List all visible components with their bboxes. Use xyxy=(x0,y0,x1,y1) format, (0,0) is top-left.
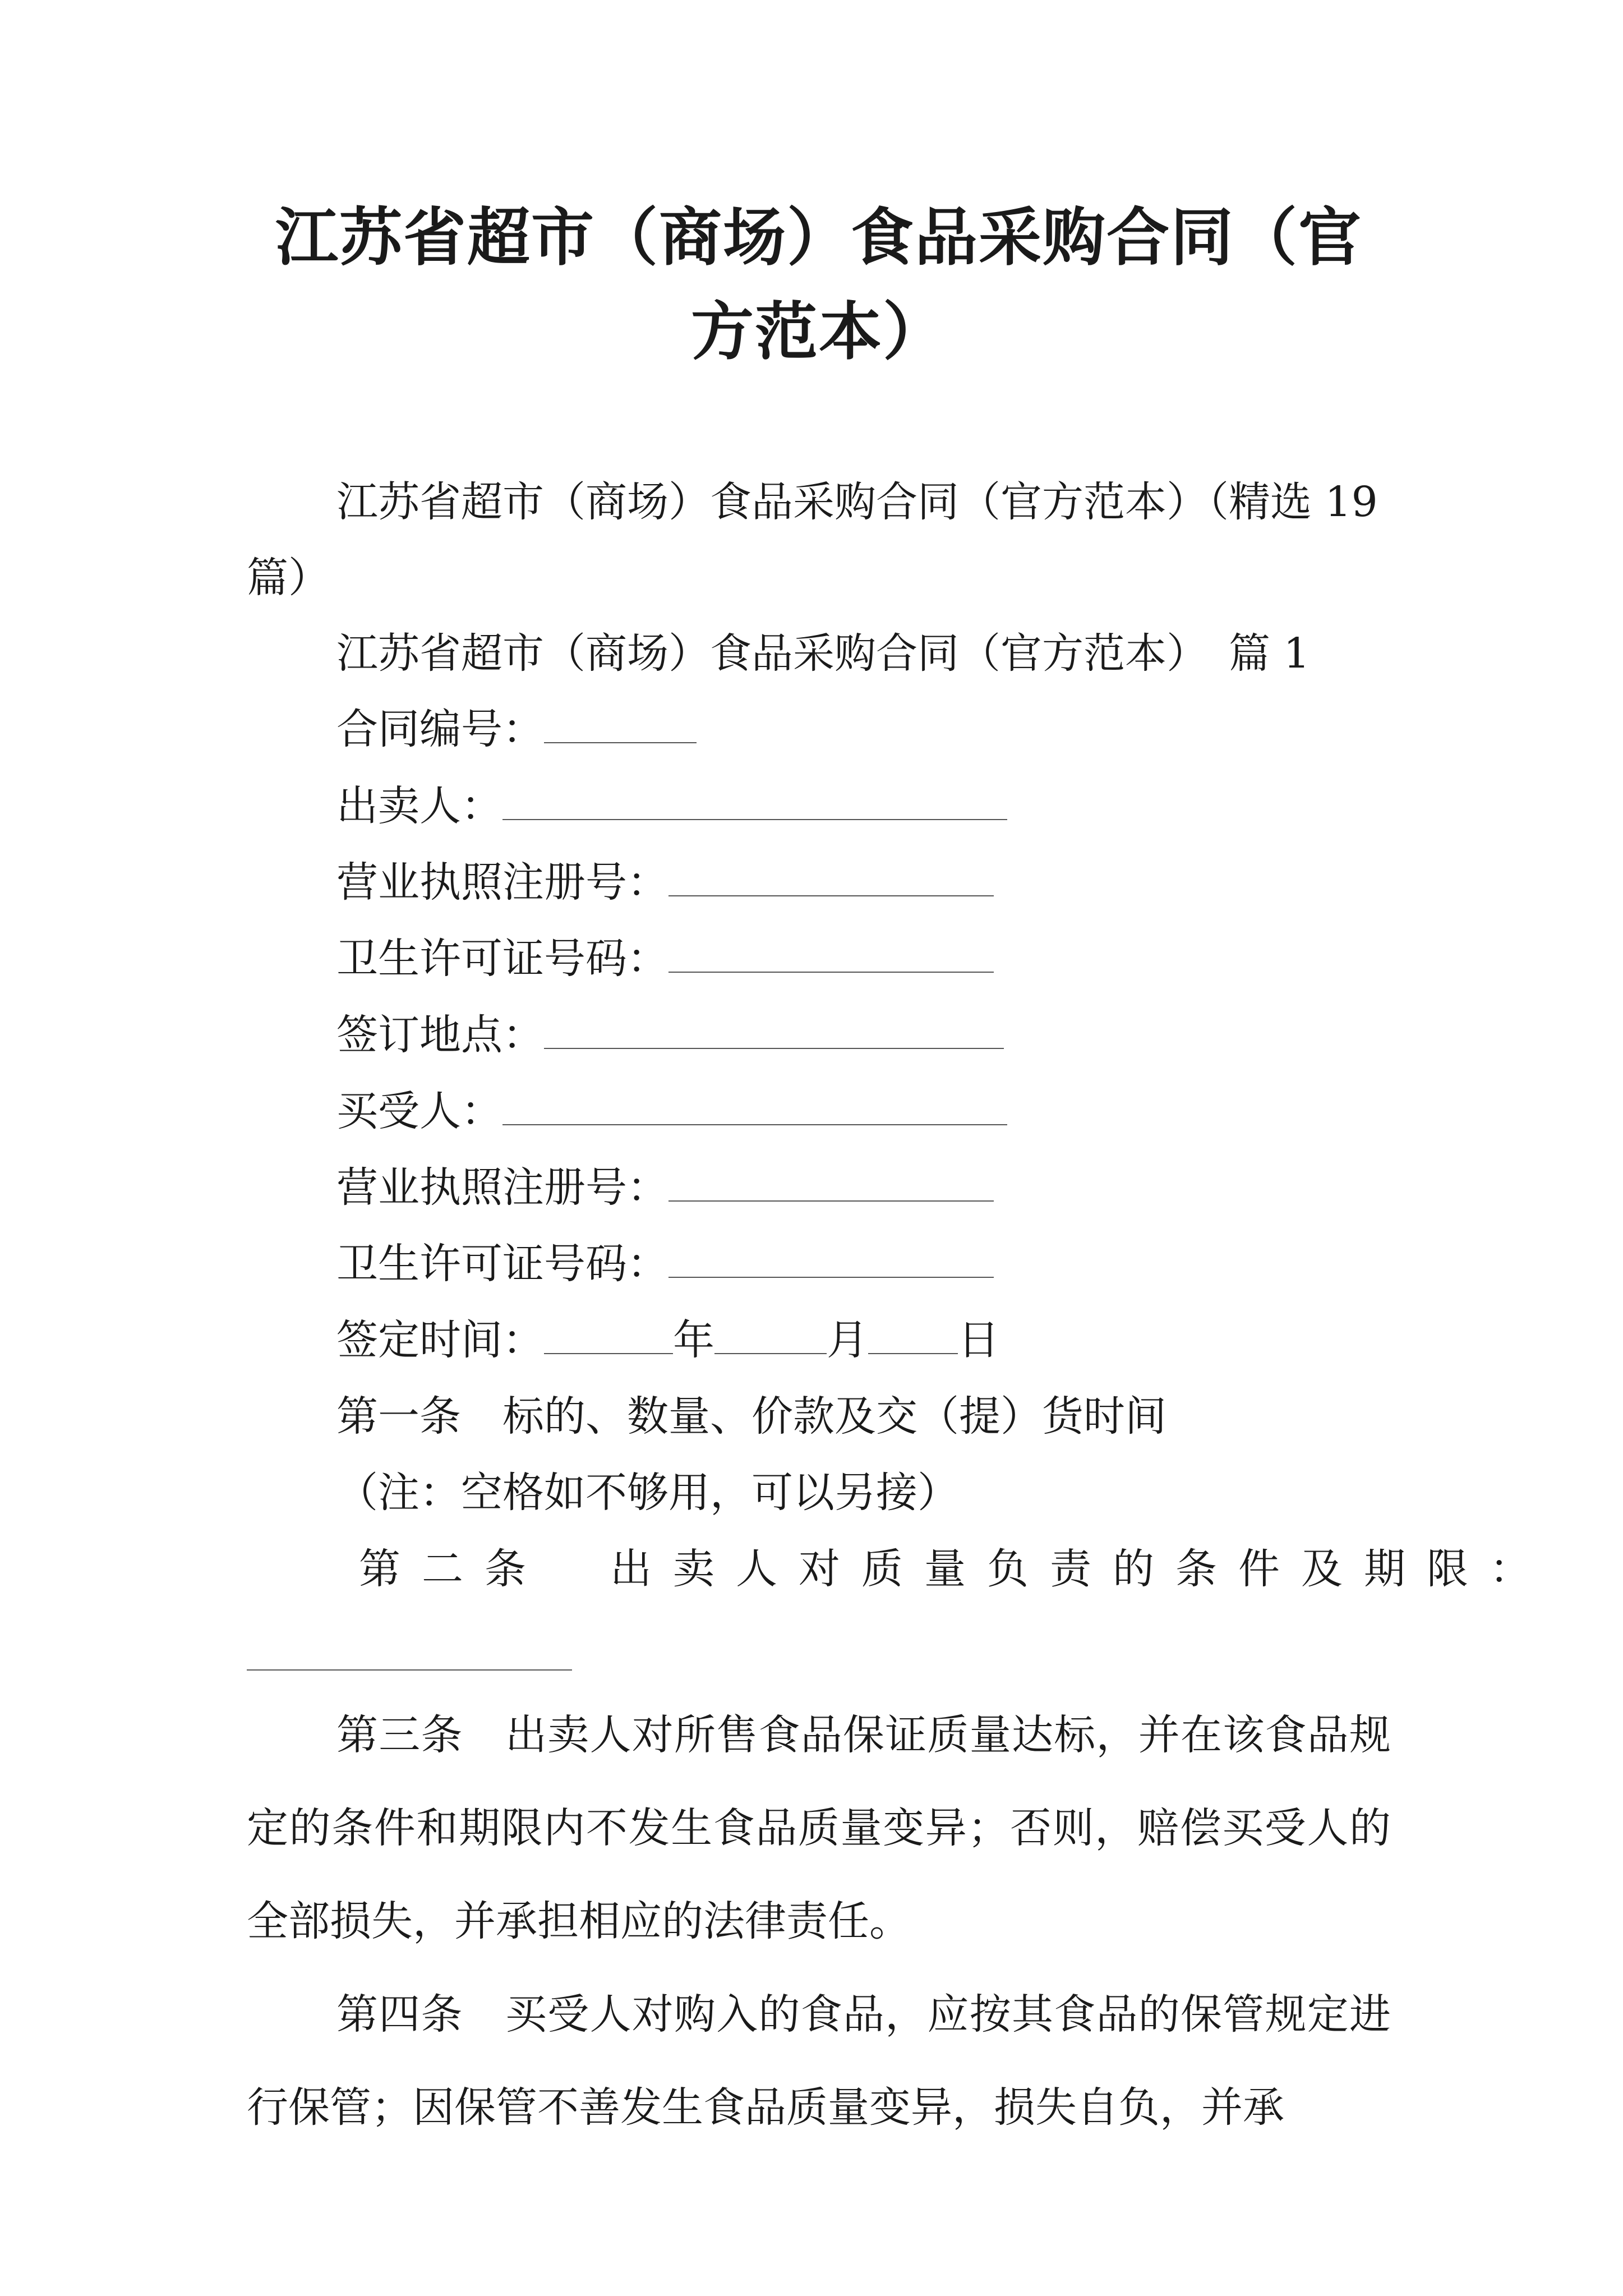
article-4: 第四条 买受人对购入的食品，应按其食品的保管规定进行保管；因保管不善发生食品质量变异，损失自负，并承 xyxy=(247,1990,1391,2132)
month-blank[interactable] xyxy=(714,1316,827,1354)
seller-health-label: 卫生许可证号码： xyxy=(336,935,668,983)
buyer-label: 买受人： xyxy=(336,1087,502,1135)
intro-line-continued: 篇） xyxy=(247,554,330,602)
seller-license-label: 营业执照注册号： xyxy=(336,858,668,907)
seller-label: 出卖人： xyxy=(336,782,502,830)
buyer-blank[interactable] xyxy=(502,1087,1007,1125)
buyer-license-row xyxy=(336,1162,994,1213)
buyer-health-row xyxy=(336,1239,994,1289)
seller-license-blank[interactable] xyxy=(668,858,994,896)
article-3: 第三条 出卖人对所售食品保证质量达标，并在该食品规定的条件和期限内不发生食品质量变异；否则，赔偿买受人的全部损失，并承担相应的法律责任。 xyxy=(247,1711,1391,1945)
document-title: 江苏省超市（商场）食品采购合同（官方范本） xyxy=(275,201,1362,369)
sign-time-row xyxy=(336,1315,999,1365)
buyer-row xyxy=(336,1086,1007,1137)
buyer-license-label: 营业执照注册号： xyxy=(336,1163,668,1212)
seller-health-blank[interactable] xyxy=(668,935,994,973)
sign-place-label: 签订地点： xyxy=(336,1011,544,1059)
buyer-license-blank[interactable] xyxy=(668,1163,994,1202)
sign-place-row xyxy=(336,1010,1004,1060)
sign-place-blank[interactable] xyxy=(544,1011,1004,1049)
sign-time-label: 签定时间： xyxy=(336,1316,544,1364)
buyer-health-blank[interactable] xyxy=(668,1240,994,1278)
year-blank[interactable] xyxy=(544,1316,673,1354)
intro-line: 江苏省超市（商场）食品采购合同（官方范本）（精选 19 xyxy=(336,478,1378,526)
seller-license-row xyxy=(336,857,994,908)
contract-number-blank[interactable] xyxy=(544,705,697,743)
article-1: 第一条 标的、数量、价款及交（提）货时间 xyxy=(336,1392,1166,1441)
month-label: 月 xyxy=(827,1316,868,1364)
day-blank[interactable] xyxy=(868,1316,958,1354)
article-2: 第二条 出卖人对质量负责的条件及期限： xyxy=(359,1545,1552,1593)
section-heading: 江苏省超市（商场）食品采购合同（官方范本） 篇 1 xyxy=(336,629,1310,678)
contract-number-row xyxy=(336,704,697,754)
seller-health-row xyxy=(336,933,994,984)
note-line: （注：空格如不够用，可以另接） xyxy=(336,1469,959,1517)
buyer-health-label: 卫生许可证号码： xyxy=(336,1240,668,1288)
year-label: 年 xyxy=(673,1316,714,1364)
seller-blank[interactable] xyxy=(502,782,1007,820)
day-label: 日 xyxy=(958,1316,999,1364)
article-2-blank[interactable] xyxy=(247,1669,572,1671)
contract-number-label: 合同编号： xyxy=(336,705,544,753)
seller-row xyxy=(336,781,1007,831)
